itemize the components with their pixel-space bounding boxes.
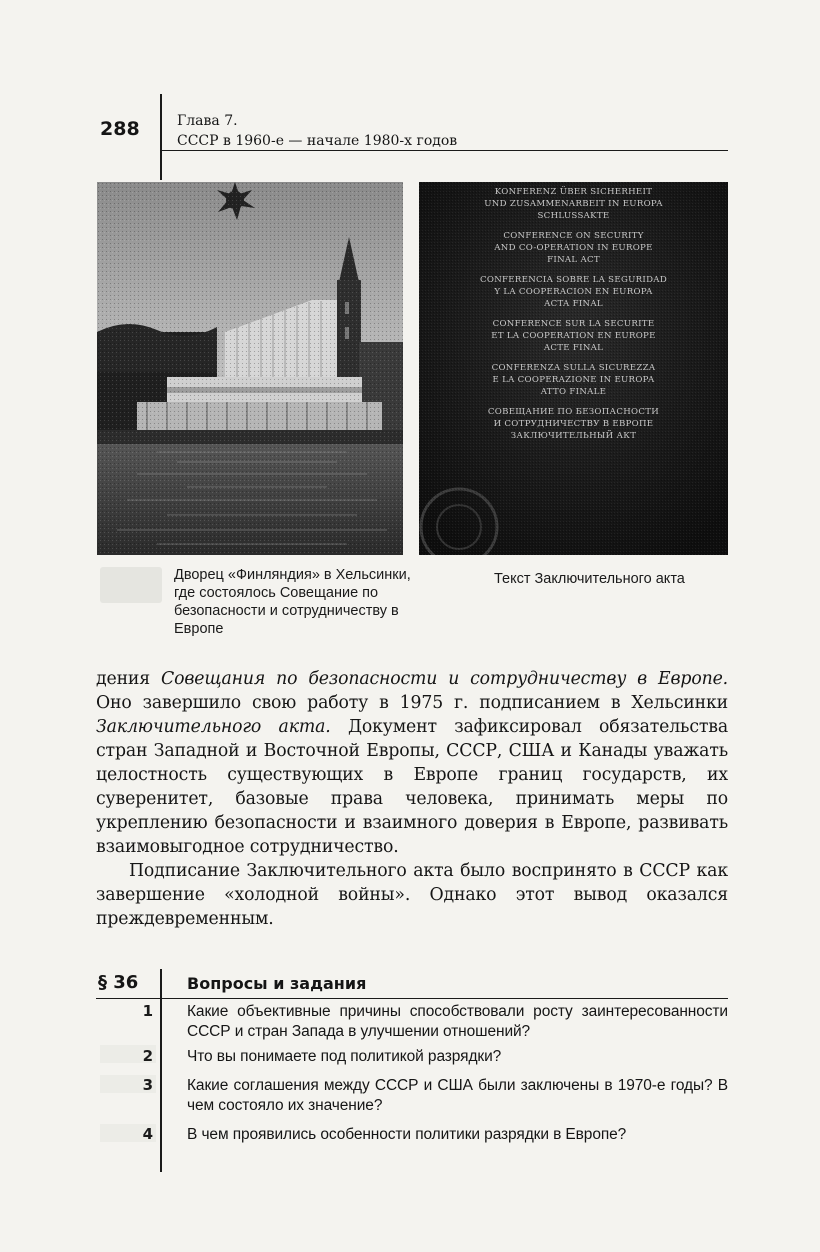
caption-watermark [100,567,162,603]
final-act-text [419,186,728,442]
final-act-line: ЗАКЛЮЧИТЕЛЬНЫЙ АКТ [510,431,637,441]
paragraph-1 [96,667,728,859]
questions-title: Вопросы и задания [187,974,367,993]
final-act-line: UND ZUSAMMENARBEIT IN EUROPA [484,199,663,209]
final-act-line: CONFERENCIA SOBRE LA SEGURIDAD [479,275,668,285]
questions-divider-vertical [160,969,162,1172]
final-act-line: Y LA COOPERACION EN EUROPA [494,287,653,297]
paragraph-2: Подписание Заключительного акта было воспринято в СССР как завершение «холодной войны». Однако этот вывод оказался преждевременным. [96,861,728,929]
question-1-number: 1 [142,1002,153,1020]
header-divider-vertical [160,94,162,180]
body-text [96,667,728,931]
question-3-text: Какие соглашения между СССР и США были заключены в 1970-е годы? В чем состояло их значение? [187,1077,728,1114]
finlandia-hall-photo [97,182,403,555]
final-act-gap [419,222,728,230]
question-2-text: Что вы понимаете под политикой разрядки? [187,1048,502,1065]
final-act-gap [419,310,728,318]
final-act-line: FINAL ACT [547,255,600,265]
question-4-number: 4 [142,1125,153,1143]
final-act-line: ATTO FINALE [540,387,607,397]
paragraph-1-part-b: Оно завершило свою работу в 1975 г. подписанием в Хельсинки [96,693,728,713]
section-number: § 36 [98,972,139,993]
question-3-number: 3 [142,1076,153,1094]
header-watermark [606,113,724,147]
term-csce: Совещания по безопасности и сотрудничеству в Европе. [161,669,728,689]
caption-finlandia-hall: Дворец «Финляндия» в Хельсинки, где состоялось Совещание по безопасности и сотрудничеству в Европе [174,567,411,637]
chapter-label: Глава 7. [177,113,238,129]
final-act-line: ACTE FINAL [543,343,604,353]
final-act-line: CONFERENZA SULLA SICUREZZA [491,363,656,373]
question-2-number: 2 [142,1047,153,1065]
page-number: 288 [100,118,140,140]
paragraph-1-part-a: дения [96,669,162,689]
final-act-line: CONFERENCE ON SECURITY [503,231,644,241]
final-act-gap [419,266,728,274]
final-act-line: AND CO-OPERATION IN EUROPE [494,243,653,253]
chapter-title: СССР в 1960-е — начале 1980-х годов [177,133,458,149]
final-act-line: E LA COOPERAZIONE IN EUROPA [492,375,655,385]
question-4-text: В чем проявились особенности политики разрядки в Европе? [187,1126,627,1143]
final-act-line: CONFERENCE SUR LA SECURITE [492,319,655,329]
questions-header-rule [96,998,728,999]
final-act-line: ET LA COOPERATION EN EUROPE [491,331,656,341]
final-act-line: KONFERENZ ÜBER SICHERHEIT [494,187,653,197]
running-head [177,111,457,151]
final-act-photo [419,182,728,555]
final-act-line: И СОТРУДНИЧЕСТВУ В ЕВРОПЕ [493,419,654,429]
final-act-gap [419,354,728,362]
final-act-gap [419,398,728,406]
final-act-line: SCHLUSSAKTE [537,211,610,221]
final-act-line: СОВЕЩАНИЕ ПО БЕЗОПАСНОСТИ [487,407,660,417]
term-final-act: Заключительного акта. [96,717,331,737]
caption-final-act: Текст Заключительного акта [494,571,685,587]
paragraph-1-part-c: Документ зафиксировал обязательства стран Западной и Восточной Европы, СССР, США и Канады уважать целостность существующих в Европе границ государств, их суверенитет, базовые права человека, принимать меры по укреплению безопасности и взаимного доверия в Европе, развивать взаимовыгодное сотрудничество. [96,717,728,857]
question-1-text: Какие объективные причины способствовали росту заинтересованности СССР и стран Запада в улучшении отношений? [187,1003,728,1040]
final-act-line: ACTA FINAL [544,299,603,309]
